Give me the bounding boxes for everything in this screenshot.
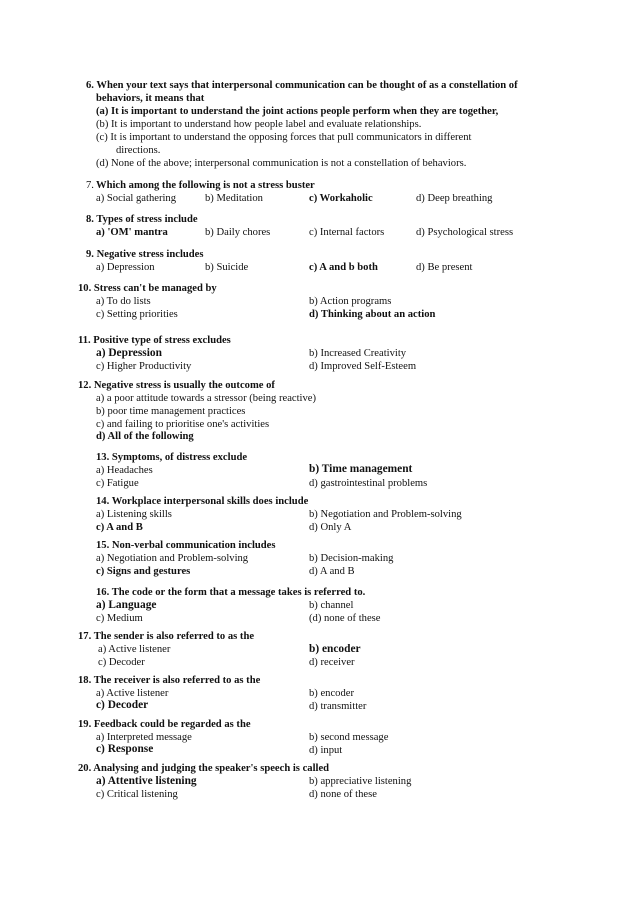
answer-option: b) channel	[309, 600, 354, 611]
answer-option-correct: c) A and B	[96, 522, 143, 533]
question-stem: 12. Negative stress is usually the outcome of	[78, 380, 275, 391]
answer-option-correct: a) Attentive listening	[96, 775, 197, 787]
answer-option: d) Psychological stress	[416, 227, 514, 238]
question-stem: 11. Positive type of stress excludes	[78, 335, 231, 346]
answer-option: a) Interpreted message	[96, 732, 192, 743]
answer-option: c) Critical listening	[96, 789, 178, 800]
question-stem: 16. The code or the form that a message takes is referred to.	[96, 587, 366, 598]
answer-option: a) a poor attitude towards a stressor (being reactive)	[96, 393, 317, 404]
question-stem: 8. Types of stress include	[86, 214, 198, 225]
answer-option: a) Negotiation and Problem-solving	[96, 553, 249, 564]
answer-option: c) Medium	[96, 613, 143, 624]
answer-option: d) gastrointestinal problems	[309, 478, 428, 489]
answer-option: a) Active listener	[98, 644, 171, 655]
answer-option: a) Depression	[96, 262, 155, 273]
answer-option-correct: b) encoder	[309, 643, 361, 655]
answer-option: c) Higher Productivity	[96, 361, 192, 372]
question-stem: 13. Symptoms, of distress exclude	[96, 452, 248, 463]
answer-option: d) receiver	[309, 657, 355, 668]
answer-option: b) poor time management practices	[96, 406, 246, 417]
question-stem: 18. The receiver is also referred to as the	[78, 675, 261, 686]
answer-option: (d) none of these	[309, 613, 381, 624]
answer-option: directions.	[116, 145, 161, 156]
answer-option-correct: d) Thinking about an action	[309, 309, 436, 320]
answer-option: b) Daily chores	[205, 227, 271, 238]
answer-option: a) Social gathering	[96, 193, 177, 204]
answer-option: b) Increased Creativity	[309, 348, 407, 359]
answer-option: a) Headaches	[96, 465, 153, 476]
question-stem: 10. Stress can't be managed by	[78, 283, 217, 294]
question-stem: Which among the following is not a stress buster	[96, 180, 315, 191]
answer-option: a) Active listener	[96, 688, 169, 699]
answer-option: a) Listening skills	[96, 509, 172, 520]
answer-option-correct: d) All of the following	[96, 431, 194, 442]
answer-option: d) Only A	[309, 522, 352, 533]
answer-option: d) none of these	[309, 789, 377, 800]
answer-option: d) Deep breathing	[416, 193, 493, 204]
answer-option-correct: (a) It is important to understand the joint actions people perform when they are together,	[96, 106, 499, 117]
answer-option: b) second message	[309, 732, 389, 743]
question-stem: 15. Non-verbal communication includes	[96, 540, 276, 551]
answer-option: d) Be present	[416, 262, 473, 273]
answer-option: b) Suicide	[205, 262, 249, 273]
answer-option: b) Negotiation and Problem-solving	[309, 509, 462, 520]
question-number: 7.	[86, 180, 94, 191]
answer-option: c) Decoder	[98, 657, 145, 668]
question-stem: 17. The sender is also referred to as the	[78, 631, 255, 642]
answer-option: c) Internal factors	[309, 227, 385, 238]
answer-option: (d) None of the above; interpersonal communication is not a constellation of behaviors.	[96, 158, 467, 169]
answer-option: b) appreciative listening	[309, 776, 412, 787]
question-stem: behaviors, it means that	[96, 93, 205, 104]
answer-option-correct: c) Signs and gestures	[96, 566, 191, 577]
answer-option: (b) It is important to understand how people label and evaluate relationships.	[96, 119, 422, 130]
answer-option: d) Improved Self-Esteem	[309, 361, 417, 372]
answer-option-correct: b) Time management	[309, 463, 413, 475]
answer-option: (c) It is important to understand the opposing forces that pull communicators in different	[96, 132, 472, 143]
question-stem: 20. Analysing and judging the speaker's speech is called	[78, 763, 330, 774]
answer-option-correct: c) Workaholic	[309, 193, 373, 204]
answer-option: b) Action programs	[309, 296, 392, 307]
answer-option: a) To do lists	[96, 296, 151, 307]
answer-option-correct: c) Decoder	[96, 699, 149, 711]
answer-option: d) input	[309, 745, 343, 756]
answer-option-correct: a) Language	[96, 599, 157, 611]
answer-option: b) Decision-making	[309, 553, 394, 564]
answer-option-correct: a) Depression	[96, 347, 162, 359]
question-stem: 14. Workplace interpersonal skills does include	[96, 496, 309, 507]
answer-option: c) Fatigue	[96, 478, 139, 489]
answer-option-correct: a) 'OM' mantra	[96, 227, 168, 238]
answer-option-correct: c) A and b both	[309, 262, 378, 273]
answer-option: d) transmitter	[309, 701, 367, 712]
answer-option-correct: c) Response	[96, 743, 154, 755]
answer-option: b) encoder	[309, 688, 354, 699]
answer-option: c) Setting priorities	[96, 309, 178, 320]
question-stem: 6. When your text says that interpersonal communication can be thought of as a constellation of	[86, 80, 518, 91]
answer-option: c) and failing to prioritise one's activities	[96, 419, 270, 430]
answer-option: b) Meditation	[205, 193, 263, 204]
answer-option: d) A and B	[309, 566, 355, 577]
question-stem: 19. Feedback could be regarded as the	[78, 719, 251, 730]
question-stem: 9. Negative stress includes	[86, 249, 204, 260]
